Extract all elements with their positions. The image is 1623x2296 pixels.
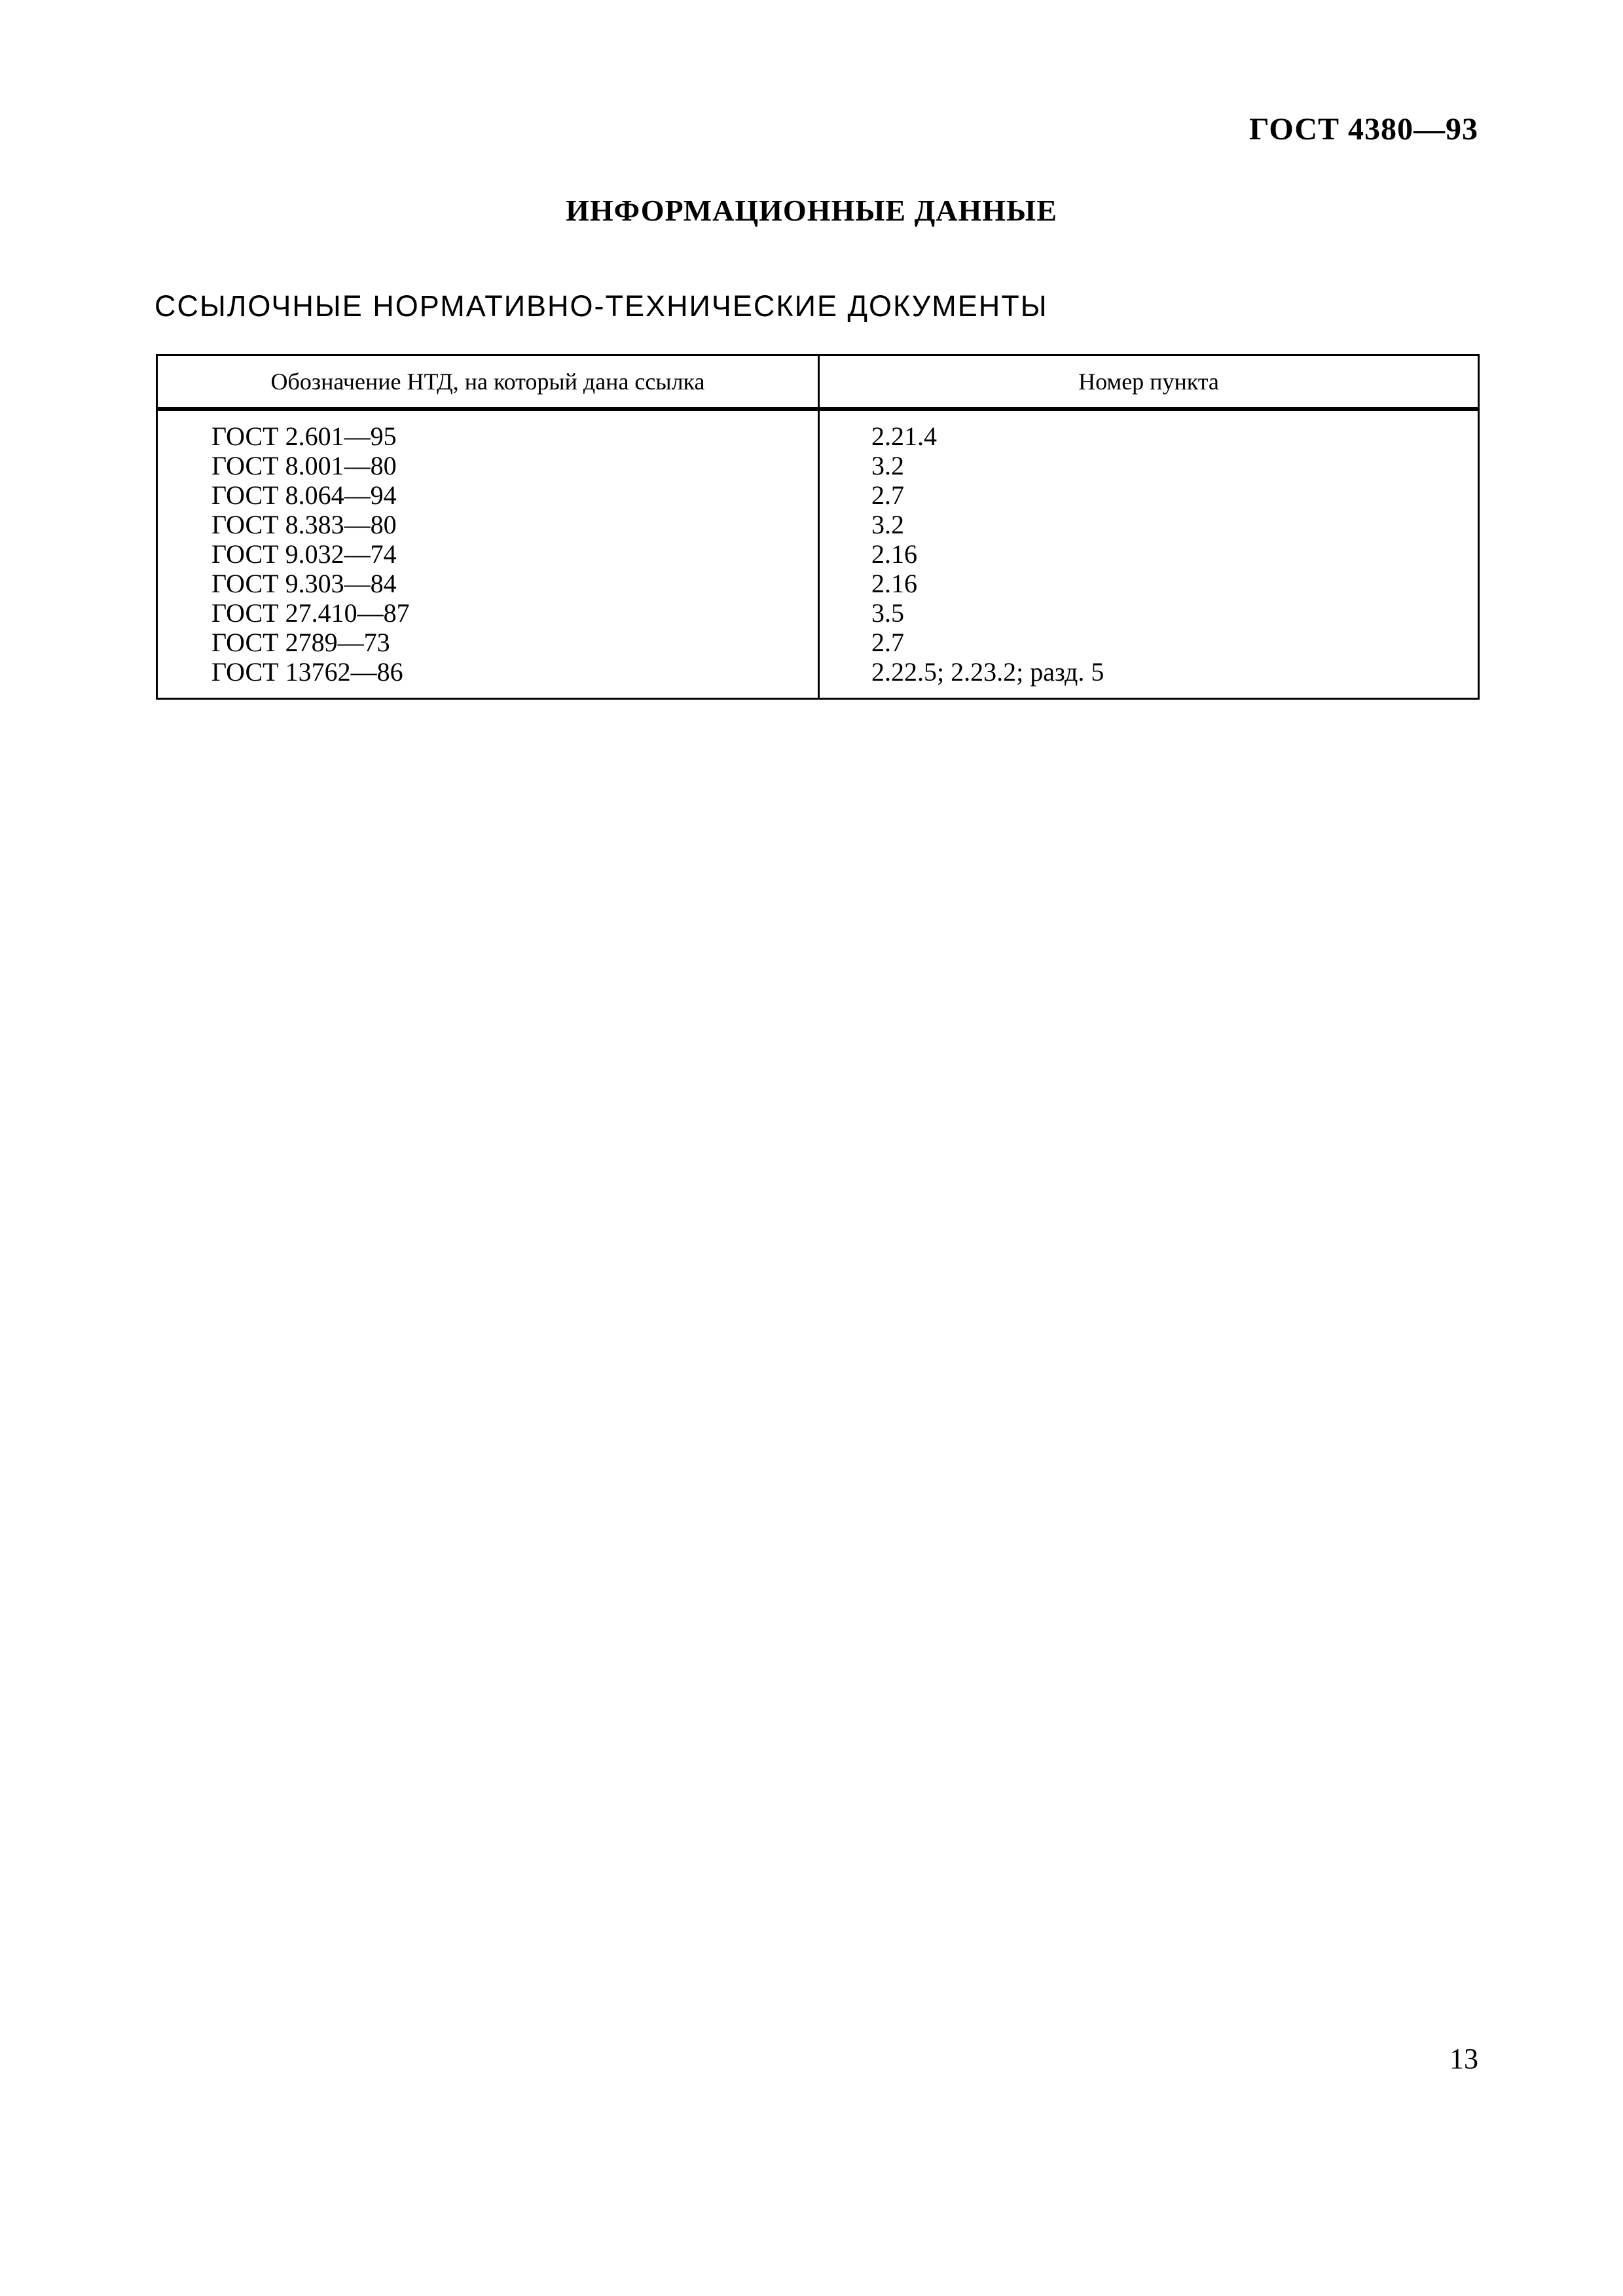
header-clause-number: Номер пункта [1078, 368, 1219, 395]
page-number: 13 [1450, 2043, 1478, 2075]
document-designation: ГОСТ 9.303—84 [211, 569, 397, 598]
document-designation: ГОСТ 8.001—80 [211, 451, 397, 480]
document-designation: ГОСТ 8.064—94 [211, 480, 397, 510]
table-row [158, 422, 1478, 451]
table-body [158, 422, 1478, 687]
clause-number: 2.21.4 [871, 422, 937, 451]
clause-number: 3.2 [871, 510, 904, 539]
document-designation: ГОСТ 9.032—74 [211, 539, 397, 569]
clause-number: 3.5 [871, 598, 904, 628]
document-designation: ГОСТ 2789—73 [211, 628, 390, 657]
clause-number: 3.2 [871, 451, 904, 480]
table-row [158, 510, 1478, 539]
document-designation: ГОСТ 13762—86 [211, 657, 403, 687]
table-row [158, 628, 1478, 657]
info-title: ИНФОРМАЦИОННЫЕ ДАННЫЕ [566, 194, 1057, 227]
clause-number: 2.16 [871, 539, 917, 569]
clause-number: 2.22.5; 2.23.2; разд. 5 [871, 657, 1104, 687]
table-row [158, 451, 1478, 480]
document-designation: ГОСТ 8.383—80 [211, 510, 397, 539]
table-row [158, 539, 1478, 569]
header-document-designation: Обозначение НТД, на который дана ссылка [270, 368, 705, 395]
table-row [158, 657, 1478, 687]
table-row [158, 598, 1478, 628]
clause-number: 2.16 [871, 569, 917, 598]
document-code: ГОСТ 4380—93 [1249, 112, 1478, 147]
clause-number: 2.7 [871, 480, 904, 510]
table-row [158, 480, 1478, 510]
references-table [156, 354, 1480, 700]
table-row [158, 569, 1478, 598]
document-designation: ГОСТ 27.410—87 [211, 598, 410, 628]
section-title: ССЫЛОЧНЫЕ НОРМАТИВНО-ТЕХНИЧЕСКИЕ ДОКУМЕНТЫ [155, 289, 1048, 323]
document-designation: ГОСТ 2.601—95 [211, 422, 397, 451]
clause-number: 2.7 [871, 628, 904, 657]
